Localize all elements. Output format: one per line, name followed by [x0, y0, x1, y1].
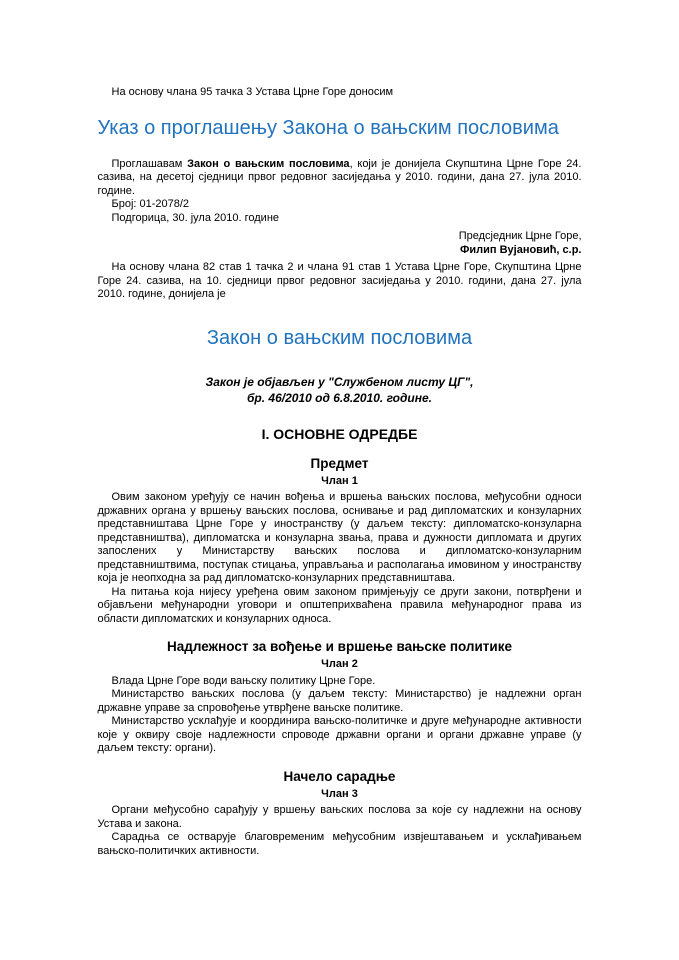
decree-number-line: Број: 01-2078/2 [111, 198, 190, 210]
document-page [98, 0, 582, 898]
article-heading-nacelo-saradnje: Начело сарадње [283, 768, 396, 784]
decree-paragraph-post: , који је донијела Скупштина Црне Горе 24. сазива, на десетој сједници првог редовног засиједања у 2010. години, дана 27. јула 2010. године. [97, 157, 582, 197]
article-label-3: Члан 3 [321, 787, 358, 800]
publication-note-line1: Закон је објављен у "Службеном листу ЦГ", [205, 374, 474, 389]
publication-note [98, 374, 582, 406]
article-1-paragraph-2: На питања која нијесу уређена овим законом примјењују се други закони, потврђени и објављени међународни уговори и општеприхваћена правила међународног права из области дипломатских и конзуларних односа. [97, 585, 582, 625]
signature-block [98, 230, 582, 257]
basis-paragraph: На основу члана 82 став 1 тачка 2 и члана 91 став 1 Устава Црне Горе, Скупштина Црне Горе 24. сазива, на 10. сједници првог редовног засиједања у 2010. години, дана 27. јула 2010. године, донијела је [97, 261, 582, 300]
article-label-1: Члан 1 [321, 474, 358, 487]
article-2-paragraph-3: Министарство усклађује и координира вањско-политичке и друге међународне активности које у оквиру своје надлежности спроводе државни органи и органи државне управе (у даљем тексту: органи). [97, 715, 582, 754]
article-2-paragraph-1: Влада Црне Горе води вањску политику Црне Горе. [111, 674, 376, 687]
article-heading-predmet: Предмет [310, 455, 369, 471]
decree-paragraph-pre: Проглашавам [111, 157, 188, 170]
decree-title: Указ о проглашењу Закона о вањским пословима [97, 116, 559, 139]
decree-paragraph-law-name: Закон о вањским пословима [187, 157, 350, 170]
article-2-paragraph-2: Министарство вањских послова (у даљем тексту: Министарство) је надлежни орган државне управе за спровођење утврђене вањске политике. [97, 688, 582, 714]
decree-paragraph [98, 158, 582, 199]
signature-name: Филип Вујановић, с.р. [459, 243, 582, 256]
decree-place-line: Подгорица, 30. јула 2010. године [111, 211, 280, 224]
law-title: Закон о вањским пословима [206, 326, 473, 349]
publication-note-line2: бр. 46/2010 од 6.8.2010. године. [246, 390, 433, 405]
intro-line: На основу члана 95 тачка 3 Устава Црне Горе доносим [111, 86, 394, 98]
article-1-paragraph-1: Овим законом уређују се начин вођења и вршења вањских послова, међусобни односи државних органа у вршењу вањских послова, оснивање и рад дипломатских и конзуларних представништава Црне Горе у иностранству (у даљем тексту: дипломатско-конзуларна представништва), дипломатска и конзуларна звања, права и дужности дипломата и других запослених у Министарству вањских послова и дипломатско-конзуларним представништвима, поступак стицања, управљања и располагања имовином у иностранству која је неопходна за рад дипломатско-конзуларних представништава. [97, 491, 582, 584]
section-heading: I. ОСНОВНЕ ОДРЕДБЕ [261, 425, 418, 442]
article-3-paragraph-1: Органи међусобно сарађују у вршењу вањских послова за које су надлежни на основу Устава и закона. [97, 804, 582, 830]
article-3-paragraph-2: Сарадња се остварује благовременим међусобним извјештавањем и усклађивањем вањско-политичких активности. [97, 831, 582, 857]
article-heading-nadleznost: Надлежност за вођење и вршење вањске политике [167, 639, 512, 654]
signature-role: Предсједник Црне Горе, [458, 230, 582, 242]
article-label-2: Члан 2 [321, 658, 358, 670]
